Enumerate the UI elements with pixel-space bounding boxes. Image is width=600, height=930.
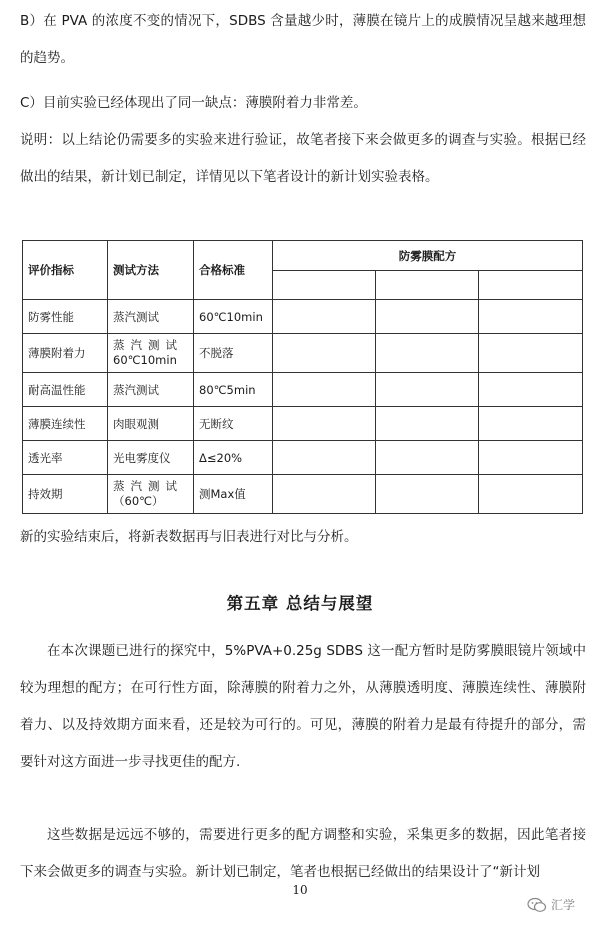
page-number: 10 [292,883,308,897]
formula-cell [479,334,583,373]
cell-method: 光电雾度仪 [108,441,194,475]
table-row [23,407,583,441]
cell-standard: 80℃5min [194,373,273,407]
paragraph-after-table: 新的实验结束后，将新表数据再与旧表进行对比与分析。 [20,529,358,545]
cell-method: 蒸汽测试 [108,373,194,407]
wechat-icon [527,897,547,913]
formula-cell [273,334,376,373]
cell-method: 肉眼观测 [108,407,194,441]
paragraph-note: 说明：以上结论仍需要多的实验来进行验证，故笔者接下来会做更多的调查与实验。根据已经做出的结果，新计划已制定，详情见以下笔者设计的新计划实验表格。 [20,132,586,185]
header-method: 测试方法 [108,241,194,300]
formula-cell [376,407,479,441]
formula-cell [479,475,583,514]
cell-standard: 无断纹 [194,407,273,441]
paragraph-summary-2: 这些数据是远远不够的，需要进行更多的配方调整和实验，采集更多的数据，因此笔者接下来会做更多的调查与实验。新计划已制定，笔者也根据已经做出的结果设计了“新计划 [20,827,586,880]
cell-standard: 测Max值 [194,475,273,514]
paragraph-conclusion-b: B）在 PVA 的浓度不变的情况下，SDBS 含量越少时，薄膜在镜片上的成膜情况呈越来越理想的趋势。 [20,13,586,66]
cell-method-line2: （60℃） [113,494,164,508]
table-row [23,475,583,514]
cell-indicator: 防雾性能 [23,300,108,334]
table-row [23,300,583,334]
experiment-plan-table [22,240,582,514]
cell-method-line2: 60℃10min [113,353,177,367]
paragraph-summary-1: 在本次课题已进行的探究中，5%PVA+0.25g SDBS 这一配方暂时是防雾膜眼镜片领域中较为理想的配方；在可行性方面，除薄膜的附着力之外，从薄膜透明度、薄膜连续性、薄膜附着力、以及持效期方面来看，还是较为可行的。可见，薄膜的附着力是最有待提升的部分，需要针对这方面进一步寻找更佳的配方. [20,643,586,770]
formula-cell [376,475,479,514]
formula-cell [273,271,376,300]
table-row [23,441,583,475]
cell-indicator: 耐高温性能 [23,373,108,407]
formula-cell [376,373,479,407]
formula-cell [376,441,479,475]
formula-cell [479,271,583,300]
cell-standard: 不脱落 [194,334,273,373]
cell-standard: Δ≤20% [194,441,273,475]
formula-cell [479,300,583,334]
table-row [23,373,583,407]
formula-cell [273,300,376,334]
cell-method-line1: 蒸汽测试 [113,338,183,352]
formula-cell [479,441,583,475]
formula-cell [376,334,479,373]
formula-cell [273,407,376,441]
formula-cell [376,300,479,334]
paragraph-conclusion-c: C）目前实验已经体现出了同一缺点：薄膜附着力非常差。 [20,95,367,111]
formula-cell [479,407,583,441]
table-row [23,334,583,373]
watermark-text: 汇学 [551,898,576,912]
cell-indicator: 薄膜连续性 [23,407,108,441]
header-standard: 合格标准 [194,241,273,300]
cell-indicator: 薄膜附着力 [23,334,108,373]
watermark [527,896,575,913]
formula-cell [479,373,583,407]
cell-method [108,334,194,373]
header-indicator: 评价指标 [23,241,108,300]
formula-cell [273,475,376,514]
formula-cell [273,441,376,475]
cell-method [108,475,194,514]
cell-method-line1: 蒸汽测试 [113,479,183,493]
cell-indicator: 持效期 [23,475,108,514]
cell-standard: 60℃10min [194,300,273,334]
formula-cell [376,271,479,300]
cell-method: 蒸汽测试 [108,300,194,334]
formula-cell [273,373,376,407]
header-formula: 防雾膜配方 [273,241,583,271]
cell-indicator: 透光率 [23,441,108,475]
chapter-title: 第五章 总结与展望 [226,594,374,613]
